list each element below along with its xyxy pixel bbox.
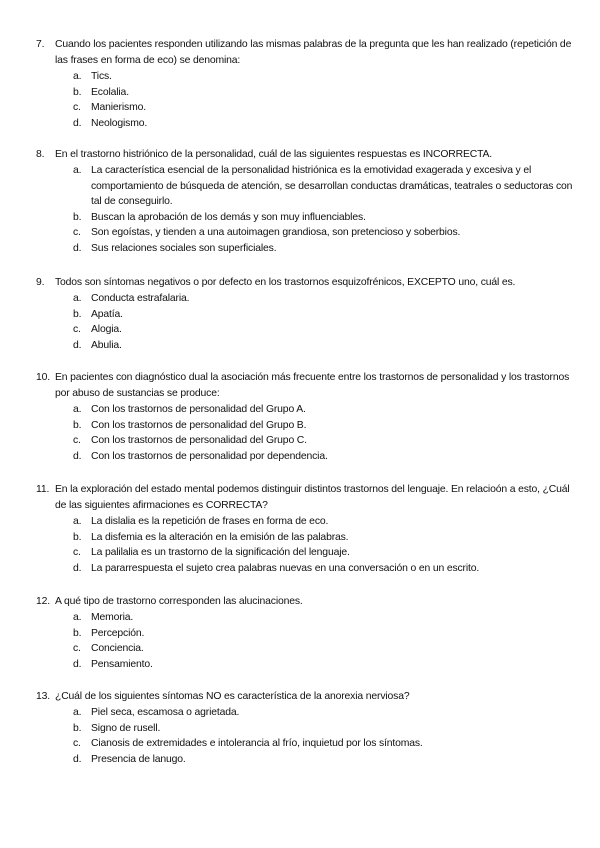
option-item xyxy=(73,641,576,657)
option-letter: c. xyxy=(73,102,81,114)
question-9 xyxy=(36,275,576,353)
option-list xyxy=(36,69,576,131)
option-item xyxy=(73,433,576,449)
option-item xyxy=(73,530,576,546)
option-letter: a. xyxy=(73,707,82,718)
option-text: Neologismo. xyxy=(91,117,148,129)
question-number: 13. xyxy=(36,691,50,702)
question-10 xyxy=(36,370,576,464)
option-letter: c. xyxy=(73,435,81,447)
question-number: 10. xyxy=(36,372,50,383)
option-text: Sus relaciones sociales son superficiales. xyxy=(91,242,277,254)
option-item xyxy=(73,402,576,418)
option-text: Percepción. xyxy=(91,627,145,639)
option-letter: a. xyxy=(73,71,82,82)
option-letter: d. xyxy=(73,339,82,351)
option-item xyxy=(73,291,576,307)
option-letter: c. xyxy=(73,227,81,239)
option-item xyxy=(73,514,576,530)
option-text: Conciencia. xyxy=(91,643,144,655)
question-12 xyxy=(36,594,576,672)
question-13 xyxy=(36,689,576,767)
option-text: Cianosis de extremidades e intolerancia al frío, inquietud por los síntomas. xyxy=(91,738,423,750)
option-text: Presencia de lanugo. xyxy=(91,753,186,765)
option-item xyxy=(73,418,576,434)
option-letter: b. xyxy=(73,308,82,320)
option-letter: b. xyxy=(73,722,82,734)
option-letter: d. xyxy=(73,658,82,670)
option-item xyxy=(73,116,576,132)
option-text: La pararrespuesta el sujeto crea palabras nuevas en una conversación o en un escrito. xyxy=(91,562,480,574)
option-text: Manierismo. xyxy=(91,102,146,114)
option-text: Alogia. xyxy=(91,324,122,336)
option-item xyxy=(73,545,576,561)
option-text: Apatía. xyxy=(91,308,123,320)
option-text: La dislalia es la repetición de frases en forma de eco. xyxy=(91,516,329,527)
option-item xyxy=(73,721,576,737)
question-text: Todos son síntomas negativos o por defecto en los trastornos esquizofrénicos, EXCEPTO uno, cuál es. xyxy=(55,277,516,288)
option-letter: d. xyxy=(73,450,82,462)
option-item xyxy=(73,449,576,465)
option-letter: d. xyxy=(73,242,82,254)
option-text: La disfemia es la alteración en la emisión de las palabras. xyxy=(91,531,349,543)
option-item xyxy=(73,338,576,354)
option-list xyxy=(36,705,576,767)
option-text: Tics. xyxy=(91,71,112,82)
option-letter: b. xyxy=(73,531,82,543)
option-text: La característica esencial de la personalidad histriónica es la emotividad exagerada y excesiva y el comportamiento de búsqueda de atención, se desarrollan conductas dramáticas, teatrales o seductoras con tal de conseguirlo. xyxy=(91,165,573,208)
option-list xyxy=(36,402,576,464)
question-text: En el trastorno histriónico de la personalidad, cuál de las siguientes respuestas es INCORRECTA. xyxy=(55,149,493,160)
option-text: La palilalia es un trastorno de la significación del lenguaje. xyxy=(91,547,350,559)
option-letter: c. xyxy=(73,324,81,336)
question-text: A qué tipo de trastorno corresponden las alucinaciones. xyxy=(55,596,303,607)
option-letter: a. xyxy=(73,404,82,415)
question-number: 9. xyxy=(36,277,45,288)
option-letter: a. xyxy=(73,516,82,527)
question-8 xyxy=(36,147,576,257)
option-text: Pensamiento. xyxy=(91,658,153,670)
option-text: Con los trastornos de personalidad del Grupo C. xyxy=(91,435,307,447)
option-item xyxy=(73,241,576,257)
option-item xyxy=(73,736,576,752)
option-list xyxy=(36,610,576,672)
option-text: Son egoístas, y tienden a una autoimagen grandiosa, son pretencioso y soberbios. xyxy=(91,227,461,239)
option-text: Buscan la aprobación de los demás y son muy influenciables. xyxy=(91,211,366,223)
option-text: Conducta estrafalaria. xyxy=(91,293,190,304)
option-letter: a. xyxy=(73,165,82,176)
question-text: Cuando los pacientes responden utilizando las mismas palabras de la pregunta que les han realizado (repetición de las frases en forma de eco) se denomina: xyxy=(55,39,572,66)
option-letter: b. xyxy=(73,627,82,639)
option-item xyxy=(73,225,576,241)
question-text: ¿Cuál de los siguientes síntomas NO es característica de la anorexia nerviosa? xyxy=(55,691,410,702)
option-letter: c. xyxy=(73,643,81,655)
option-letter: d. xyxy=(73,562,82,574)
option-list xyxy=(36,163,576,257)
option-list xyxy=(36,514,576,576)
option-letter: a. xyxy=(73,293,82,304)
option-list xyxy=(36,291,576,353)
question-number: 12. xyxy=(36,596,50,607)
option-text: Memoria. xyxy=(91,612,134,623)
option-item xyxy=(73,657,576,673)
option-letter: b. xyxy=(73,211,82,223)
option-item xyxy=(73,69,576,85)
option-item xyxy=(73,307,576,323)
option-item xyxy=(73,210,576,226)
question-number: 11. xyxy=(36,484,50,495)
question-7 xyxy=(36,37,576,131)
question-number: 7. xyxy=(36,39,45,50)
option-item xyxy=(73,626,576,642)
option-item xyxy=(73,163,576,210)
option-item xyxy=(73,752,576,768)
question-11 xyxy=(36,482,576,576)
option-text: Con los trastornos de personalidad por dependencia. xyxy=(91,450,328,462)
option-text: Piel seca, escamosa o agrietada. xyxy=(91,707,240,718)
option-letter: a. xyxy=(73,612,82,623)
option-text: Con los trastornos de personalidad del Grupo A. xyxy=(91,404,306,415)
option-item xyxy=(73,610,576,626)
option-letter: c. xyxy=(73,547,81,559)
option-text: Con los trastornos de personalidad del Grupo B. xyxy=(91,419,307,431)
option-letter: d. xyxy=(73,753,82,765)
question-text: En pacientes con diagnóstico dual la asociación más frecuente entre los trastornos de personalidad y los trastornos por abuso de sustancias se produce: xyxy=(55,372,570,399)
option-letter: d. xyxy=(73,117,82,129)
option-item xyxy=(73,705,576,721)
option-text: Signo de rusell. xyxy=(91,722,161,734)
option-item xyxy=(73,85,576,101)
option-text: Ecolalia. xyxy=(91,86,129,98)
question-text: En la exploración del estado mental podemos distinguir distintos trastornos del lenguaje. En relacioón a esto, ¿Cuál de las siguientes afirmaciones es CORRECTA? xyxy=(55,484,570,511)
option-item xyxy=(73,100,576,116)
option-letter: c. xyxy=(73,738,81,750)
option-item xyxy=(73,561,576,577)
question-number: 8. xyxy=(36,149,45,160)
option-item xyxy=(73,322,576,338)
option-letter: b. xyxy=(73,86,82,98)
option-text: Abulia. xyxy=(91,339,122,351)
option-letter: b. xyxy=(73,419,82,431)
